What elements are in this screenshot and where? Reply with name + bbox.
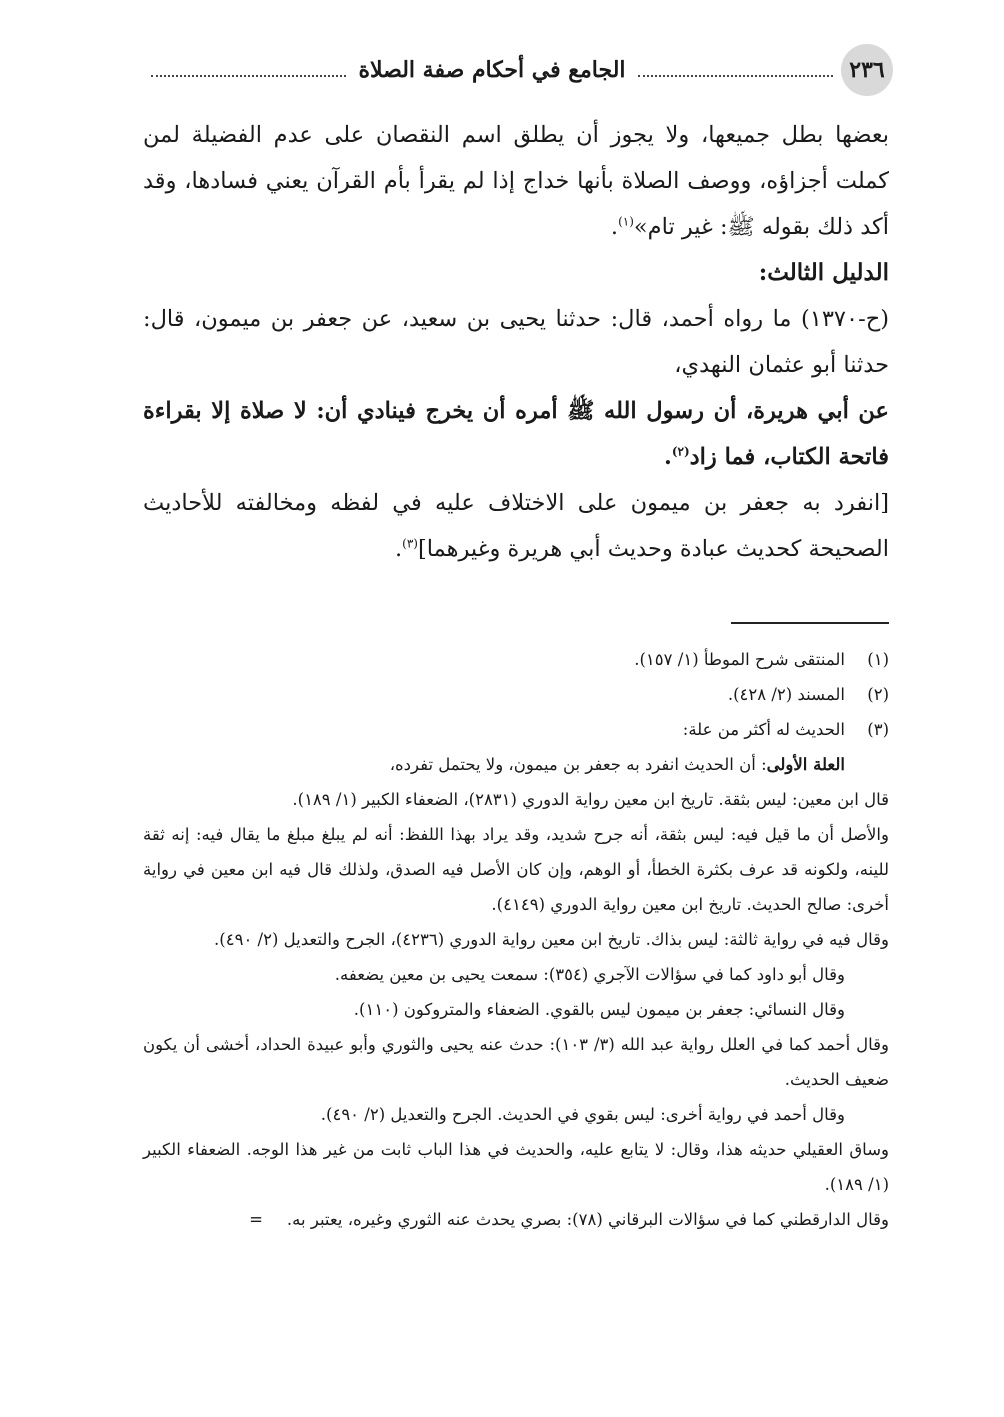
- footnote-line: قال ابن معين: ليس بثقة. تاريخ ابن معين رواية الدوري (٢٨٣١)، الضعفاء الكبير (١/ ١٨٩).: [292, 790, 889, 809]
- book-title: الجامع في أحكام صفة الصلاة: [358, 57, 626, 83]
- hadith-chain: (ح-١٣٧٠) ما رواه أحمد، قال: حدثنا يحيى بن سعيد، عن جعفر بن ميمون، قال: حدثنا أبو عثمان النهدي،: [143, 306, 889, 378]
- section-heading: الدليل الثالث:: [758, 259, 889, 286]
- header-dotted-leader: [638, 75, 833, 77]
- footnote-ref[interactable]: (٢): [671, 444, 690, 459]
- footnotes: [143, 642, 889, 1237]
- header-dotted-leader: [151, 75, 346, 77]
- footnote-number: (١): [867, 650, 889, 669]
- footnote-ref[interactable]: (٣): [402, 536, 418, 551]
- paragraph: بعضها بطل جميعها، ولا يجوز أن يطلق اسم النقصان على عدم الفضيلة لمن كملت أجزاؤه، ووصف الصلاة بأنها خداج إذا لم يقرأ بأم القرآن يعني فسادها، وقد أكد ذلك بقوله ﷺ: غير تام»$^{(١)}$.: [143, 122, 889, 240]
- footnote-line: وقال أبو داود كما في سؤالات الآجري (٣٥٤): سمعت يحيى بن معين يضعفه.: [334, 965, 845, 984]
- footnote-number: (٣): [867, 720, 889, 739]
- page-header: [143, 40, 890, 100]
- footnote-line: العلة الأولى: أن الحديث انفرد به جعفر بن ميمون، ولا يحتمل تفرده،: [389, 755, 845, 774]
- footnote-line: وقال أحمد كما في العلل رواية عبد الله (٣/ ١٠٣): حدث عنه يحيى والثوري وأبو عبيدة الحداد، أخشى أن يكون ضعيف الحديث.: [143, 1035, 889, 1089]
- grading-paragraph: [انفرد به جعفر بن ميمون على الاختلاف عليه في لفظه ومخالفته للأحاديث الصحيحة كحديث عبادة وحديث أبي هريرة وغيرهما]$^{(٣)}$.: [143, 490, 889, 562]
- footnote-line: وقال أحمد في رواية أخرى: ليس بقوي في الحديث. الجرح والتعديل (٢/ ٤٩٠).: [320, 1105, 845, 1124]
- footnote-text: الحديث له أكثر من علة:: [682, 720, 845, 739]
- hadith-text: عن أبي هريرة، أن رسول الله ﷺ أمره أن يخرج فينادي أن: لا صلاة إلا بقراءة فاتحة الكتاب، فما زاد$^{(٢)}$.: [143, 398, 889, 470]
- footnote-line: وقال النسائي: جعفر بن ميمون ليس بالقوي. الضعفاء والمتروكون (١١٠).: [353, 1000, 845, 1019]
- page-number: ٢٣٦: [841, 44, 893, 96]
- footnote: [143, 677, 889, 712]
- footnote-number: (٢): [867, 685, 889, 704]
- footnote-line: وساق العقيلي حديثه هذا، وقال: لا يتابع عليه، والحديث في هذا الباب ثابت من غير هذا الوجه. الضعفاء الكبير (١/ ١٨٩).: [143, 1140, 889, 1194]
- footnote-ref[interactable]: (١): [618, 214, 634, 229]
- footnote-text: المسند (٢/ ٤٢٨).: [727, 685, 845, 704]
- footnote: [143, 712, 889, 747]
- footnote-divider: [731, 622, 889, 624]
- footnote: [143, 642, 889, 677]
- continuation-mark: =: [249, 1210, 263, 1229]
- footnote-text: المنتقى شرح الموطأ (١/ ١٥٧).: [634, 650, 845, 669]
- footnote-line: والأصل أن ما قيل فيه: ليس بثقة، أنه جرح شديد، وقد يراد بهذا اللفظ: أنه لم يبلغ مبلغ ما يقال فيه: إنه ثقة للينه، ولكونه قد عرف بكثرة الخطأ، أو الوهم، وإن كان الأصل فيه الصدق، ولذلك قال فيه ابن معين في رواية أخرى: صالح الحديث. تاريخ ابن معين رواية الدوري (٤١٤٩).: [143, 825, 889, 914]
- main-text: [143, 112, 889, 572]
- footnote-line: وقال فيه في رواية ثالثة: ليس بذاك. تاريخ ابن معين رواية الدوري (٤٢٣٦)، الجرح والتعديل (٢/ ٤٩٠).: [214, 930, 889, 949]
- footnote-line: وقال الدارقطني كما في سؤالات البرقاني (٧٨): بصري يحدث عنه الثوري وغيره، يعتبر به.=: [249, 1210, 889, 1229]
